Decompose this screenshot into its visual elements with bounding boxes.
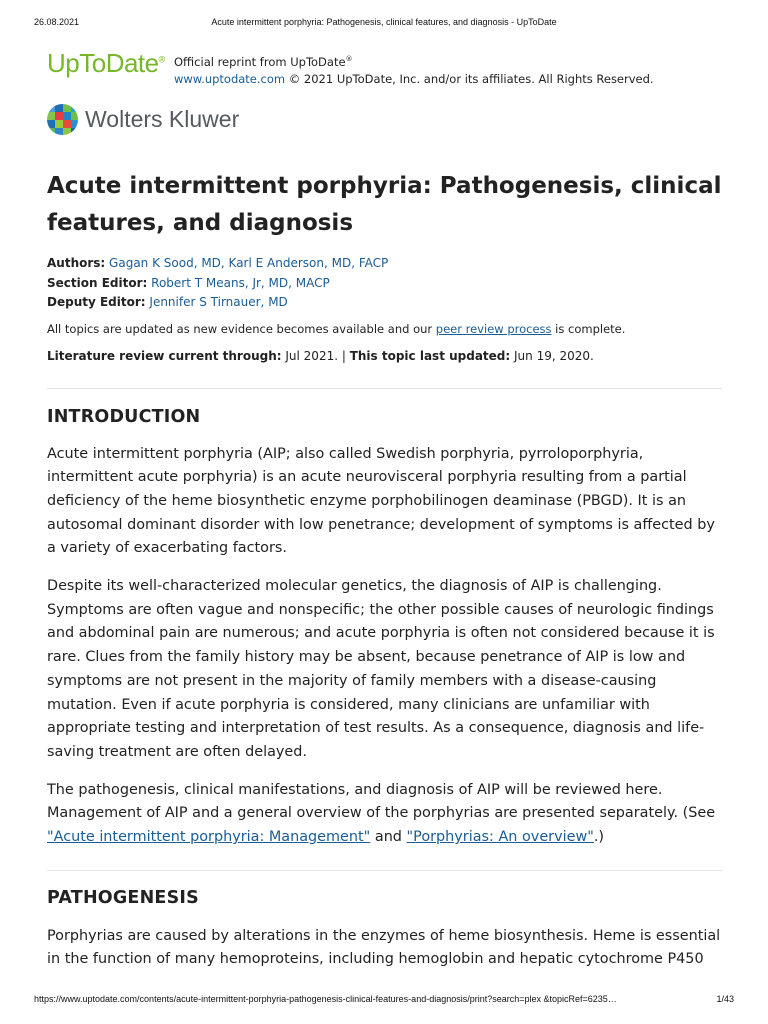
divider [47, 388, 722, 389]
aip-management-link[interactable]: "Acute intermittent porphyria: Management" [47, 829, 371, 846]
review-dates: Literature review current through: Jul 2021. | This topic last updated: Jun 19, 2020. [47, 348, 594, 363]
section-editor-row: Section Editor: Robert T Means, Jr, MD, MACP [47, 275, 330, 290]
section-editor-link[interactable]: Robert T Means, Jr, MD, MACP [151, 275, 330, 290]
print-title: Acute intermittent porphyria: Pathogenesis, clinical features, and diagnosis - UpToDate [211, 17, 557, 27]
pathogenesis-heading: PATHOGENESIS [47, 887, 199, 908]
uptodate-site-link[interactable]: www.uptodate.com [174, 71, 286, 86]
introduction-paragraph-2: Despite its well-characterized molecular genetics, the diagnosis of AIP is challenging. Symptoms are often vague and nonspecific; the other possible causes of neurologic findings and abdominal pain are numerous; and acute porphyria is often not considered because it is rare. Clues from the family history may be absent, because penetrance of AIP is low and symptoms are not present in the majority of family members with a disease-causing mutation. Even if acute porphyria is considered, many clinicians are unfamiliar with appropriate testing and interpretation of test results. As a consequence, diagnosis and life-saving treatment are often delayed. [47, 578, 715, 760]
divider [47, 870, 722, 871]
pathogenesis-paragraph-1: Porphyrias are caused by alterations in the enzymes of heme biosynthesis. Heme is essential in the function of many hemoproteins, including hemoglobin and hepatic cytochrome P450 [47, 927, 721, 968]
uptodate-logo: UpToDate® [47, 48, 165, 78]
introduction-paragraph-1: Acute intermittent porphyria (AIP; also called Swedish porphyria, pyrroloporphyria, intermittent acute porphyria) is an acute neurovisceral porphyria resulting from a partial deficiency of the heme biosynthetic enzyme porphobilinogen deaminase (PBGD). It is an autosomal dominant disorder with low penetrance; development of symptoms is affected by a variety of exacerbating factors. [47, 445, 715, 557]
article [47, 168, 722, 972]
deputy-editor-link[interactable]: Jennifer S Tirnauer, MD [149, 295, 288, 309]
introduction-paragraph-3: The pathogenesis, clinical manifestations, and diagnosis of AIP will be reviewed here. Management of AIP and a general overview of the porphyrias are presented separately. (See "Acute intermittent porphyria: Management" and "Porphyrias: An overview".) [47, 781, 716, 846]
copyright-text: © 2021 UpToDate, Inc. and/or its affiliates. All Rights Reserved. [285, 71, 654, 86]
print-date: 26.08.2021 [34, 17, 80, 27]
update-notice: All topics are updated as new evidence becomes available and our peer review process is complete. [47, 321, 626, 336]
page-number: 1/43 [716, 994, 734, 1004]
reprint-notice [174, 51, 654, 88]
authors-row: Authors: Gagan K Sood, MD, Karl E Anderson, MD, FACP [47, 256, 389, 270]
reprint-text: Official reprint from UpToDate [174, 54, 346, 69]
introduction-heading: INTRODUCTION [47, 406, 201, 427]
article-meta [47, 254, 722, 313]
peer-review-link[interactable]: peer review process [435, 321, 552, 336]
porphyrias-overview-link[interactable]: "Porphyrias: An overview" [406, 829, 594, 846]
article-title: Acute intermittent porphyria: Pathogenesis, clinical features, and diagnosis [47, 173, 722, 236]
authors-link[interactable]: Gagan K Sood, MD, Karl E Anderson, MD, FACP [109, 256, 389, 270]
deputy-editor-row: Deputy Editor: Jennifer S Tirnauer, MD [47, 295, 288, 309]
print-url: https://www.uptodate.com/contents/acute-intermittent-porphyria-pathogenesis-clinical-features-and-diagnosis/print?search=plex &topicRef=6235… [34, 994, 617, 1004]
registered-mark: ® [345, 55, 353, 63]
wolters-kluwer-mark-icon [47, 104, 78, 135]
wolters-kluwer-name: Wolters Kluwer [85, 106, 240, 132]
